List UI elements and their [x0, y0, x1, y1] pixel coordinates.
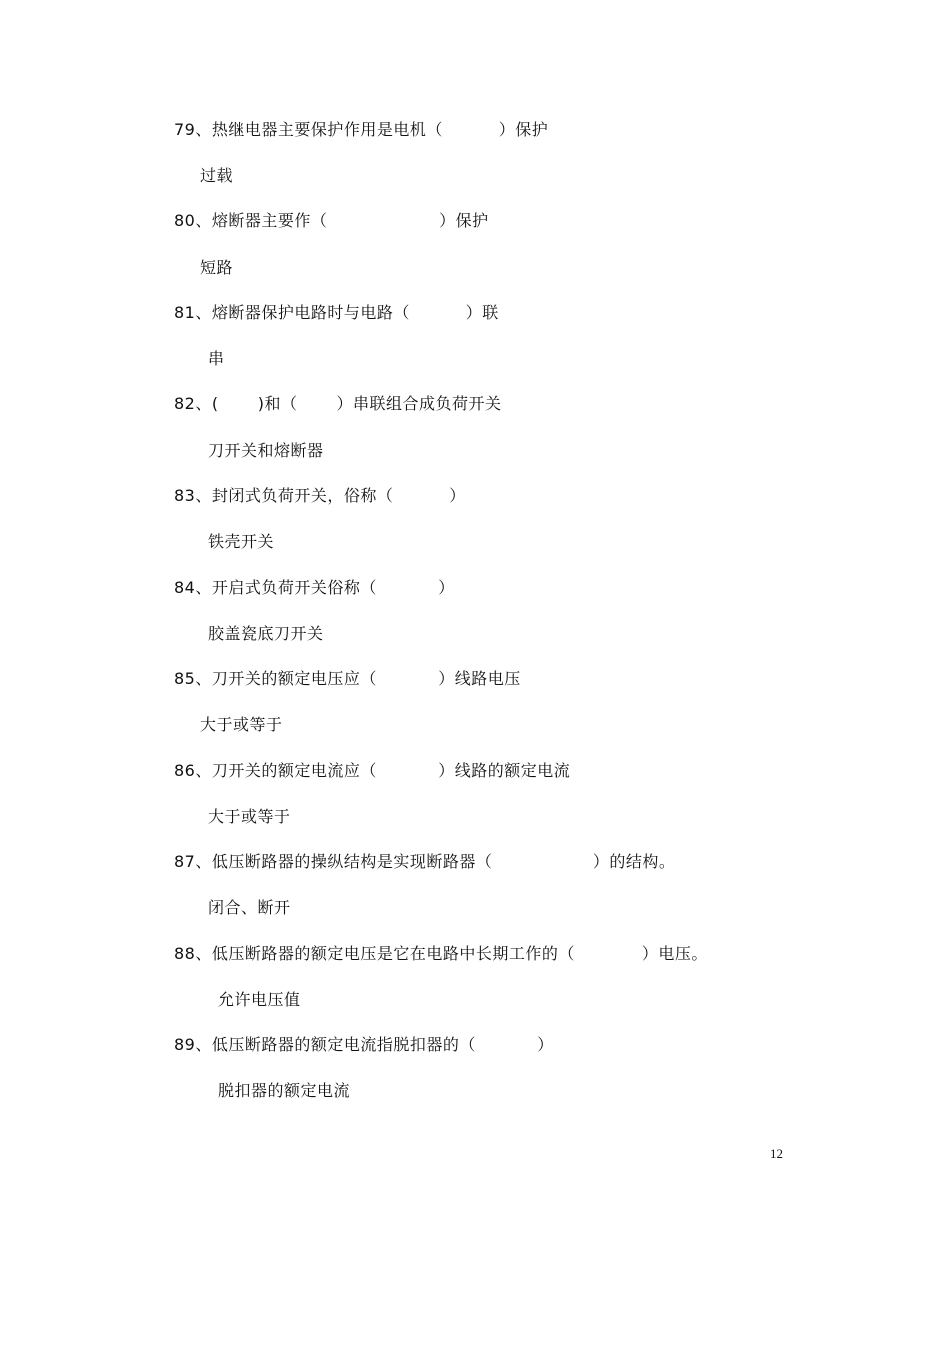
answer-86: 大于或等于	[208, 807, 291, 826]
question-89: 89、低压断路器的额定电流指脱扣器的（ ）	[174, 1035, 554, 1054]
page-number: 12	[770, 1146, 783, 1161]
question-84: 84、开启式负荷开关俗称（ ）	[174, 578, 455, 597]
question-85: 85、刀开关的额定电压应（ ）线路电压	[174, 669, 521, 688]
answer-82: 刀开关和熔断器	[208, 441, 324, 460]
answer-83: 铁壳开关	[208, 532, 275, 551]
answer-79: 过载	[200, 166, 234, 185]
answer-85: 大于或等于	[200, 715, 283, 734]
question-88: 88、低压断路器的额定电压是它在电路中长期工作的（ ）电压。	[174, 944, 708, 963]
question-87: 87、低压断路器的操纵结构是实现断路器（ ）的结构。	[174, 852, 676, 871]
answer-84: 胶盖瓷底刀开关	[208, 624, 324, 643]
question-80: 80、熔断器主要作（ ）保护	[174, 211, 489, 230]
answer-88: 允许电压值	[218, 990, 301, 1009]
question-82: 82、( )和（ ）串联组合成负荷开关	[174, 394, 502, 413]
answer-89: 脱扣器的额定电流	[218, 1081, 351, 1100]
answer-87: 闭合、断开	[208, 898, 291, 917]
question-81: 81、熔断器保护电路时与电路（ ）联	[174, 303, 499, 322]
question-79: 79、热继电器主要保护作用是电机（ ）保护	[174, 120, 549, 139]
question-86: 86、刀开关的额定电流应（ ）线路的额定电流	[174, 761, 571, 780]
answer-81: 串	[208, 349, 225, 368]
question-83: 83、封闭式负荷开关，俗称（ ）	[174, 486, 466, 505]
answer-80: 短路	[200, 258, 234, 277]
